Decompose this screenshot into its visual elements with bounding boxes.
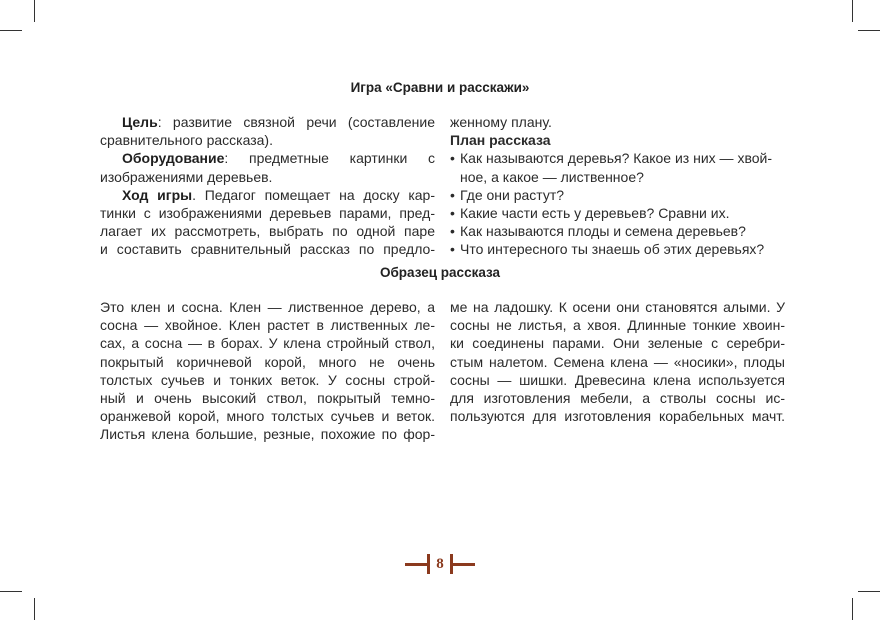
sample-heading: Образец рассказа xyxy=(379,265,501,280)
crop-mark xyxy=(852,0,853,22)
goal-label: Цель xyxy=(122,114,158,130)
equipment-text: : предметные картинки с xyxy=(224,150,435,167)
page-number-block xyxy=(0,554,880,574)
sample-line: сосна — хвойное. Клен растет в лиственных ле- xyxy=(100,317,435,334)
sample-line: сах, а сосна — в борах. У клена стройный ствол, xyxy=(100,335,435,352)
plan-item-text: Где они растут? xyxy=(460,186,565,203)
crop-mark xyxy=(34,598,35,620)
plan-item xyxy=(450,186,785,204)
left-top-column xyxy=(100,113,435,259)
process-label: Ход игры xyxy=(122,186,193,203)
plan-item-text: Как называются деревья? Какое из них — хвой- xyxy=(460,150,772,167)
crop-mark xyxy=(0,591,22,592)
page-bar-left-icon xyxy=(405,554,430,574)
sample-line: для изготовления мебели, а стволы сосны ис- xyxy=(450,389,785,406)
plan-item xyxy=(450,149,785,167)
page-number: 8 xyxy=(436,555,444,572)
sample-line: толстых сучьев и тонких веток. У сосны строй- xyxy=(100,371,435,388)
plan-item xyxy=(450,240,785,258)
sample-line: стым налетом. Семена клена — «носики», плоды xyxy=(450,353,785,370)
equipment-line: изображениями деревьев. xyxy=(100,168,273,185)
continuation-line: женному плану. xyxy=(450,114,552,130)
process-line xyxy=(100,186,435,204)
plan-item-continued: ное, а какое — лиственное? xyxy=(460,168,644,185)
sample-line: покрытый коричневой корой, много не очень xyxy=(100,353,435,370)
process-line: и составить сравнительный рассказ по предло- xyxy=(100,241,435,258)
equipment-line xyxy=(100,149,435,167)
sample-line: ный и очень высокий ствол, покрытый темно- xyxy=(100,389,435,406)
sample-right-column xyxy=(450,298,785,425)
goal-line: сравнительного рассказа). xyxy=(100,132,273,149)
crop-mark xyxy=(858,591,880,592)
plan-heading: План рассказа xyxy=(450,132,551,149)
sample-line: ки соединены парами. Они зеленые с серебри- xyxy=(450,335,785,352)
crop-mark xyxy=(34,0,35,22)
crop-mark xyxy=(852,598,853,620)
process-text: . Педагог помещает на доску кар- xyxy=(192,186,435,203)
plan-item-text: Что интересного ты знаешь об этих деревьях? xyxy=(460,241,765,258)
right-top-column xyxy=(450,113,785,259)
process-line: лагает их рассмотреть, выбрать по одной паре xyxy=(100,223,435,240)
game-title: Игра «Сравни и расскажи» xyxy=(350,80,530,95)
crop-mark xyxy=(0,30,22,31)
sample-line: пользуются для изготовления корабельных мачт. xyxy=(450,408,785,425)
plan-item xyxy=(450,222,785,240)
equipment-label: Оборудование xyxy=(122,150,225,167)
bullet-icon: • xyxy=(450,223,455,240)
plan-item-text: Какие части есть у деревьев? Сравни их. xyxy=(460,204,730,221)
sample-line: оранжевой корой, много толстых сучьев и веток. xyxy=(100,408,435,425)
sample-line: Это клен и сосна. Клен — лиственное дерево, а xyxy=(100,299,435,315)
goal-line xyxy=(100,113,435,131)
plan-item xyxy=(450,204,785,222)
sample-line: ме на ладошку. К осени они становятся алыми. У xyxy=(450,299,785,315)
bullet-icon: • xyxy=(450,204,455,221)
sample-line: сосны не листья, а хвоя. Длинные тонкие хвоин- xyxy=(450,317,785,334)
goal-text: : развитие связной речи (составление xyxy=(157,114,435,130)
bullet-icon: • xyxy=(450,150,455,167)
sample-line: Листья клена большие, резные, похожие по фор- xyxy=(100,426,435,443)
crop-mark xyxy=(858,30,880,31)
bullet-icon: • xyxy=(450,241,455,258)
page-bar-right-icon xyxy=(450,554,475,574)
bullet-icon: • xyxy=(450,186,455,203)
sample-left-column xyxy=(100,298,435,444)
process-line: тинки с изображениями деревьев парами, пред- xyxy=(100,204,435,221)
plan-item-text: Как называются плоды и семена деревьев? xyxy=(460,223,746,240)
sample-line: сосны — шишки. Древесина клена используется xyxy=(450,371,785,388)
